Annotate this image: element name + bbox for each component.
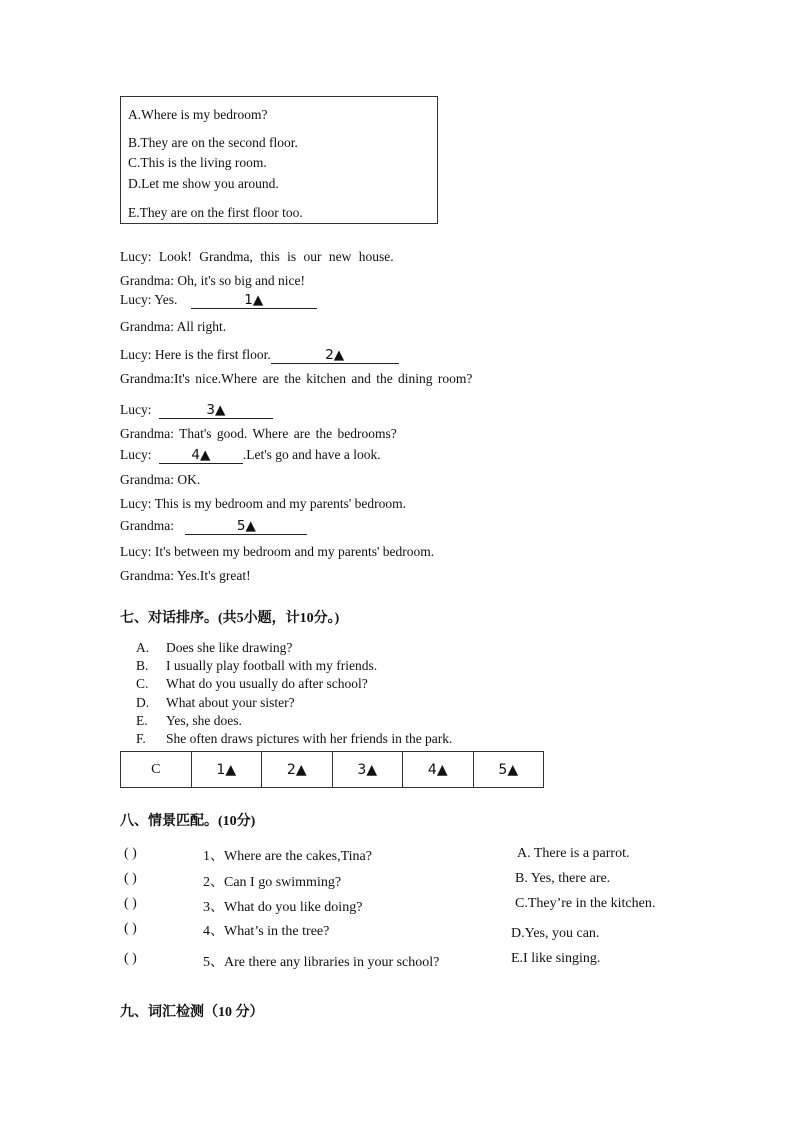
option-letter: C. xyxy=(136,676,149,691)
option-a: A.Where is my bedroom? xyxy=(128,107,268,122)
answer-blank-2[interactable]: 2▲ xyxy=(271,348,399,364)
speaker-text: Lucy: Here is the first floor. xyxy=(120,347,271,362)
option-text: Does she like drawing? xyxy=(166,640,293,655)
dialogue-line-13: Lucy: It's between my bedroom and my parents' bedroom. xyxy=(120,544,435,559)
match-answer-e: E.I like singing. xyxy=(511,951,601,966)
options-box xyxy=(120,96,438,224)
match-question-1: 1、Where are the cakes,Tina? xyxy=(203,849,372,864)
section-7-heading: 七、对话排序。(共5小题，计10分。) xyxy=(120,611,340,626)
order-cell-2[interactable]: 2▲ xyxy=(262,752,333,788)
dialogue-line-7 xyxy=(120,402,273,419)
sort-option-d xyxy=(136,695,295,711)
option-b: B.They are on the second floor. xyxy=(128,135,298,150)
option-text: What do you usually do after school? xyxy=(166,676,368,691)
match-answer-a: A. There is a parrot. xyxy=(517,846,630,861)
speaker-text: Lucy: xyxy=(120,402,152,417)
order-cell-1[interactable]: 1▲ xyxy=(191,752,262,788)
sort-option-a xyxy=(136,640,292,656)
answer-paren-1[interactable]: ( ) xyxy=(124,846,137,861)
answer-blank-5[interactable]: 5▲ xyxy=(185,519,307,535)
option-c: C.This is the living room. xyxy=(128,155,267,170)
sort-option-b xyxy=(136,658,377,674)
option-text: Yes, she does. xyxy=(166,713,242,728)
dialogue-line-2: Grandma: Oh, it's so big and nice! xyxy=(120,273,306,288)
answer-blank-1[interactable]: 1▲ xyxy=(191,293,317,309)
option-text: I usually play football with my friends. xyxy=(166,658,378,673)
order-cell-given: C xyxy=(121,752,192,788)
order-cell-3[interactable]: 3▲ xyxy=(332,752,403,788)
speaker-text: Lucy: Yes. xyxy=(120,292,178,307)
dialogue-line-6: Grandma:It's nice.Where are the kitchen and the dining room? xyxy=(120,371,473,386)
dialogue-line-11: Lucy: This is my bedroom and my parents' bedroom. xyxy=(120,496,407,511)
sort-option-f xyxy=(136,731,452,747)
option-letter: D. xyxy=(136,695,150,710)
option-text: What about your sister? xyxy=(166,695,295,710)
answer-blank-4[interactable]: 4▲ xyxy=(159,448,243,464)
answer-blank-3[interactable]: 3▲ xyxy=(159,403,273,419)
dialogue-line-9 xyxy=(120,447,381,464)
answer-paren-3[interactable]: ( ) xyxy=(124,896,137,911)
option-letter: E. xyxy=(136,713,148,728)
option-d: D.Let me show you around. xyxy=(128,176,279,191)
section-8-heading: 八、情景匹配。(10分) xyxy=(120,814,256,829)
sort-option-e xyxy=(136,713,242,729)
answer-paren-2[interactable]: ( ) xyxy=(124,871,137,886)
dialogue-line-1: Lucy: Look! Grandma, this is our new house. xyxy=(120,249,394,264)
match-answer-b: B. Yes, there are. xyxy=(515,871,611,886)
table-row xyxy=(121,752,544,788)
option-letter: F. xyxy=(136,731,146,746)
dialogue-line-5 xyxy=(120,347,399,364)
order-cell-4[interactable]: 4▲ xyxy=(403,752,474,788)
answer-paren-4[interactable]: ( ) xyxy=(124,921,137,936)
dialogue-line-4: Grandma: All right. xyxy=(120,319,227,334)
sort-option-c xyxy=(136,676,368,692)
match-question-2: 2、Can I go swimming? xyxy=(203,875,342,890)
dialogue-line-14: Grandma: Yes.It's great! xyxy=(120,568,251,583)
dialogue-line-8: Grandma: That's good. Where are the bedrooms? xyxy=(120,426,397,441)
dialogue-line-3 xyxy=(120,292,317,309)
speaker-text: Grandma: xyxy=(120,518,174,533)
option-letter: B. xyxy=(136,658,149,673)
speaker-text-suffix: .Let's go and have a look. xyxy=(242,447,381,462)
match-question-4: 4、What’s in the tree? xyxy=(203,924,330,939)
section-9-heading: 九、词汇检测（10 分） xyxy=(120,1005,264,1020)
option-letter: A. xyxy=(136,640,150,655)
option-text: She often draws pictures with her friends in the park. xyxy=(166,731,453,746)
order-cell-5[interactable]: 5▲ xyxy=(473,752,544,788)
order-answer-table xyxy=(120,751,544,788)
dialogue-line-12 xyxy=(120,518,307,535)
option-e: E.They are on the first floor too. xyxy=(128,205,303,220)
speaker-text: Lucy: xyxy=(120,447,152,462)
dialogue-line-10: Grandma: OK. xyxy=(120,472,201,487)
match-question-3: 3、What do you like doing? xyxy=(203,900,363,915)
match-answer-c: C.They’re in the kitchen. xyxy=(515,896,656,911)
match-question-5: 5、Are there any libraries in your school? xyxy=(203,955,440,970)
answer-paren-5[interactable]: ( ) xyxy=(124,951,137,966)
match-answer-d: D.Yes, you can. xyxy=(511,926,600,941)
